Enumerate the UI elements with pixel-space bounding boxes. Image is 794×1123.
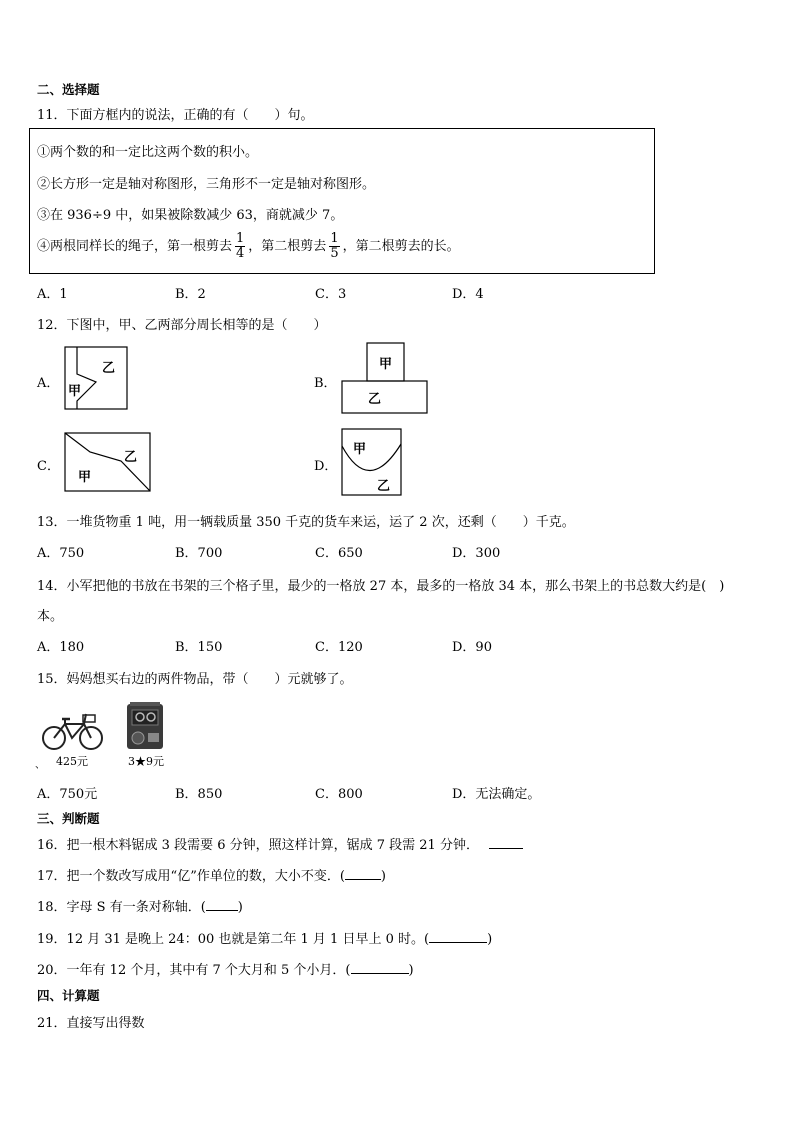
question-19 (37, 928, 492, 947)
question-15-stem: 15．妈妈想买右边的两件物品，带（ ）元就够了。 (37, 672, 353, 687)
statement-3: ③在 936÷9 中，如果被除数减少 63，商就减少 7。 (37, 208, 344, 223)
q12-option-d[interactable]: D． (314, 459, 338, 474)
fraction-denominator: 5 (330, 246, 339, 261)
figure-b (341, 342, 429, 416)
question-19-text: 19．12 月 31 是晚上 24：00 也就是第二年 1 月 1 日早上 0 时。( (37, 932, 430, 947)
statement-4 (37, 230, 460, 264)
q15-option-b[interactable]: B．850 (175, 787, 223, 802)
q15-option-c[interactable]: C．800 (315, 787, 363, 802)
question-14-stem: 14．小军把他的书放在书架的三个格子里，最少的一格放 27 本，最多的一格放 34 本，那么书架上的书总数大约是( ) (37, 579, 725, 594)
bicycle-price: 425元 (56, 755, 88, 768)
close-paren: ) (237, 900, 243, 915)
question-18-text: 18．字母 S 有一条对称轴．( (37, 900, 206, 915)
close-paren: ) (380, 869, 386, 884)
fraction-one-fifth (329, 232, 339, 261)
question-12-stem: 12．下图中，甲、乙两部分周长相等的是（ ） (37, 318, 327, 333)
question-20 (37, 959, 414, 978)
label-jia: 甲 (78, 470, 92, 485)
fraction-numerator: 1 (330, 231, 339, 246)
figure-c (64, 432, 152, 494)
q13-option-a[interactable]: A．750 (37, 546, 85, 561)
label-jia: 甲 (353, 442, 367, 457)
q12-option-a[interactable]: A． (37, 376, 60, 391)
q12-option-c[interactable]: C． (37, 459, 60, 474)
radio-icon (126, 702, 164, 750)
q14-option-d[interactable]: D．90 (452, 640, 492, 655)
q11-option-d[interactable]: D．4 (452, 287, 484, 302)
label-yi: 乙 (124, 450, 138, 465)
question-20-text: 20．一年有 12 个月，其中有 7 个大月和 5 个小月．( (37, 963, 351, 978)
statement-2: ②长方形一定是轴对称图形，三角形不一定是轴对称图形。 (37, 177, 376, 192)
radio-price: 3★9元 (128, 755, 164, 768)
question-16-text: 16．把一根木料锯成 3 段需要 6 分钟，照这样计算，锯成 7 段需 21 分钟． (37, 838, 479, 853)
question-14-stem-cont: 本。 (37, 609, 64, 624)
statement-1: ①两个数的和一定比这两个数的积小。 (37, 145, 259, 160)
q14-option-b[interactable]: B．150 (175, 640, 223, 655)
close-paren: ) (487, 932, 493, 947)
question-17-text: 17．把一个数改写成用“亿”作单位的数，大小不变．( (37, 869, 345, 884)
answer-blank-16[interactable] (489, 848, 523, 849)
statement-4-part-a: ④两根同样长的绳子，第一根剪去 (37, 239, 233, 254)
question-21: 21．直接写出得数 (37, 1016, 145, 1031)
label-jia: 甲 (379, 357, 393, 372)
fraction-numerator: 1 (236, 231, 245, 246)
q13-option-d[interactable]: D．300 (452, 546, 501, 561)
figure-a (64, 346, 130, 412)
q12-option-b[interactable]: B． (314, 376, 337, 391)
question-16 (37, 834, 523, 853)
question-11-stem: 11．下面方框内的说法，正确的有（ ）句。 (37, 108, 314, 123)
answer-blank-17[interactable] (345, 879, 381, 880)
question-17 (37, 865, 386, 884)
q11-option-c[interactable]: C．3 (315, 287, 347, 302)
q11-option-b[interactable]: B．2 (175, 287, 206, 302)
section-title-judge: 三、判断题 (37, 811, 100, 826)
bicycle-icon (40, 710, 106, 752)
fraction-one-quarter (235, 232, 245, 261)
statement-4-part-c: ，第二根剪去的长。 (342, 239, 460, 254)
label-jia: 甲 (68, 384, 82, 399)
figure-d (341, 428, 403, 498)
answer-blank-18[interactable] (206, 910, 238, 911)
section-title-calc: 四、计算题 (37, 988, 100, 1003)
q11-option-a[interactable]: A．1 (37, 287, 68, 302)
label-yi: 乙 (102, 361, 116, 376)
section-title-choice: 二、选择题 (37, 82, 100, 97)
q14-option-a[interactable]: A．180 (37, 640, 85, 655)
q13-option-b[interactable]: B．700 (175, 546, 223, 561)
q15-option-a[interactable]: A．750元 (37, 787, 98, 802)
q15-option-d[interactable]: D．无法确定。 (452, 787, 541, 802)
close-paren: ) (408, 963, 414, 978)
list-mark: 、 (35, 760, 45, 771)
q13-option-c[interactable]: C．650 (315, 546, 363, 561)
label-yi: 乙 (368, 392, 382, 407)
q14-option-c[interactable]: C．120 (315, 640, 363, 655)
label-yi: 乙 (377, 479, 391, 494)
question-18 (37, 896, 243, 915)
fraction-denominator: 4 (236, 246, 245, 261)
answer-blank-19[interactable] (429, 942, 487, 943)
question-13-stem: 13．一堆货物重 1 吨，用一辆载质量 350 千克的货车来运，运了 2 次，还剩（ ）千克。 (37, 515, 575, 530)
statement-4-part-b: ，第二根剪去 (248, 239, 327, 254)
answer-blank-20[interactable] (351, 973, 409, 974)
